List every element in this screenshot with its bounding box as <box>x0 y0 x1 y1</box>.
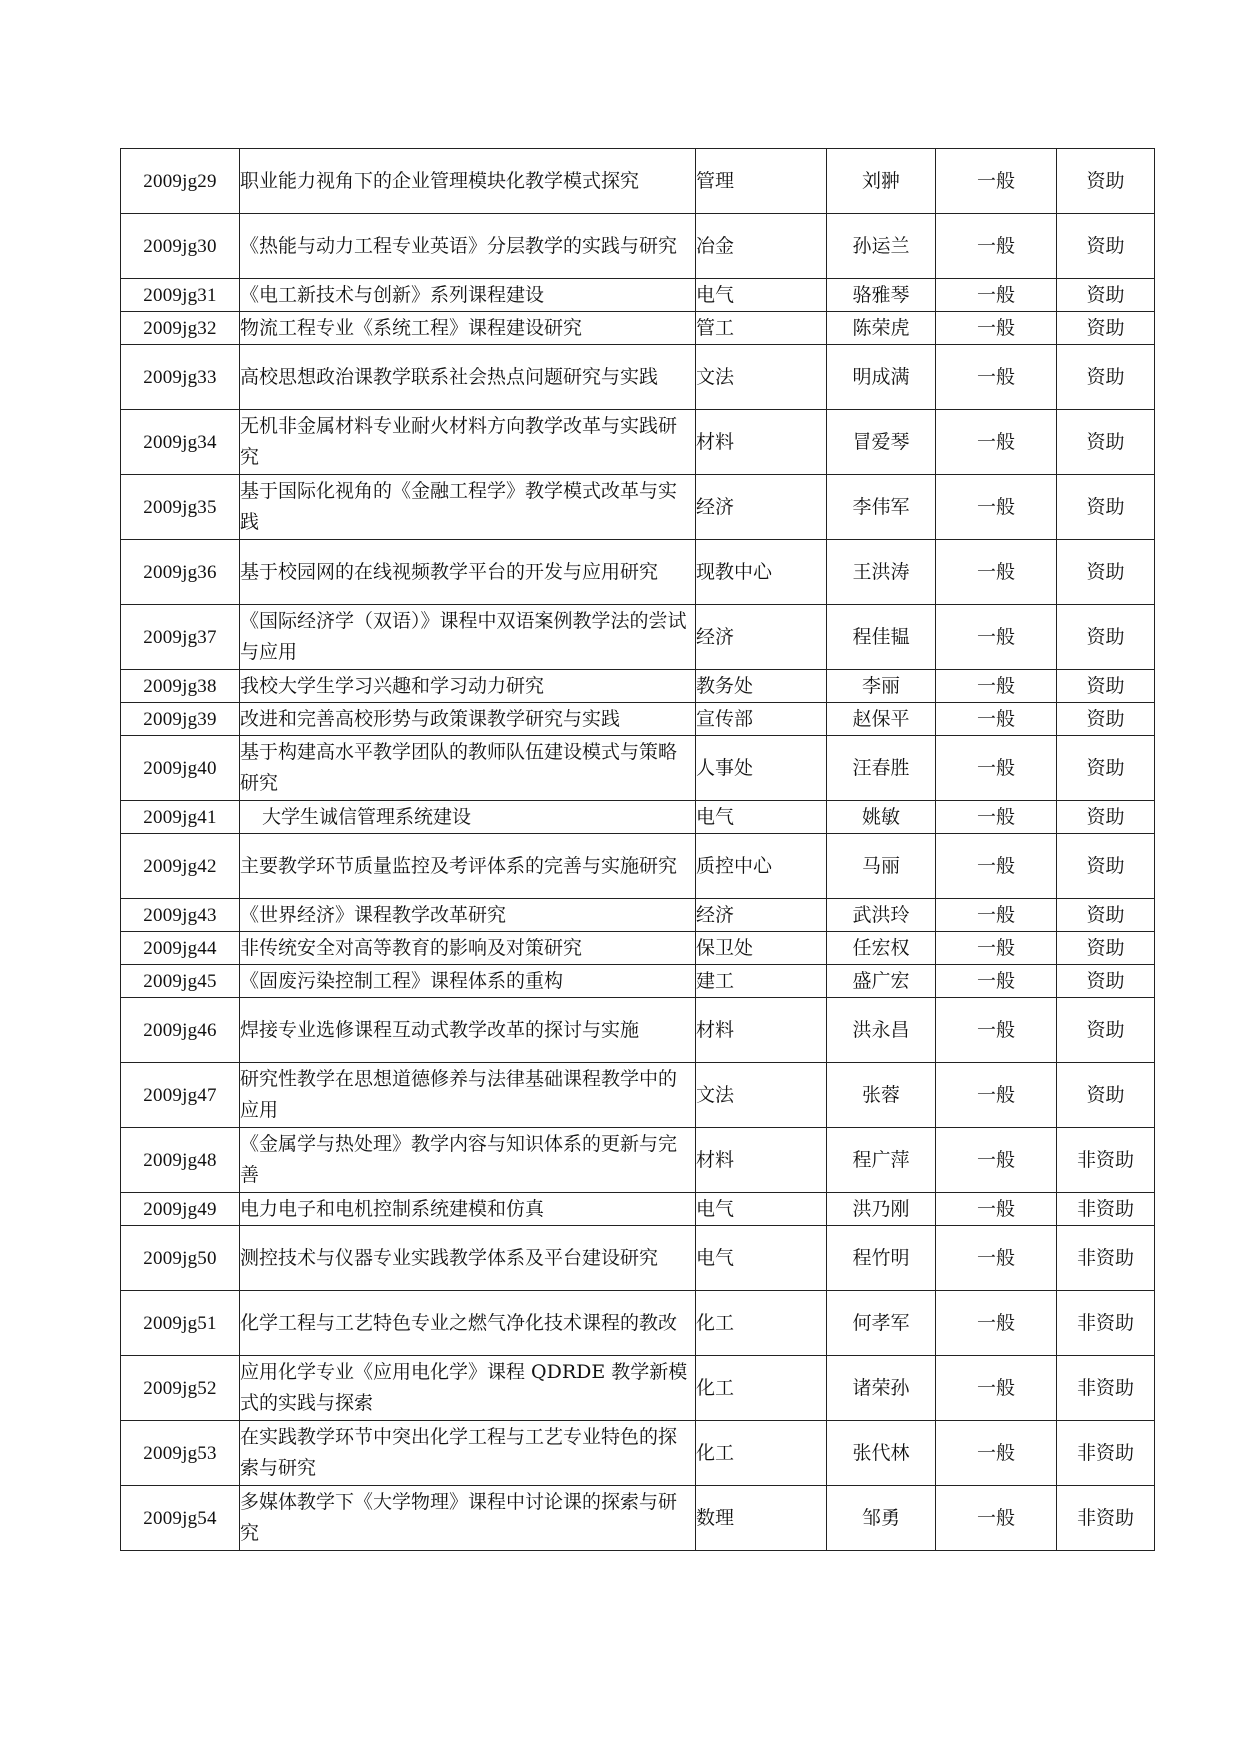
level-cell: 一般 <box>936 899 1057 932</box>
table-row <box>121 899 1155 932</box>
project-id-cell: 2009jg31 <box>121 279 240 312</box>
project-title-cell: 基于国际化视角的《金融工程学》教学模式改革与实践 <box>240 475 696 540</box>
level-cell: 一般 <box>936 670 1057 703</box>
level-cell: 一般 <box>936 345 1057 410</box>
table-row <box>121 801 1155 834</box>
department-cell: 人事处 <box>696 736 827 801</box>
project-id-cell: 2009jg38 <box>121 670 240 703</box>
level-cell: 一般 <box>936 965 1057 998</box>
funding-cell: 资助 <box>1057 345 1155 410</box>
leader-name-cell: 汪春胜 <box>827 736 936 801</box>
table-row <box>121 998 1155 1063</box>
funding-cell: 资助 <box>1057 605 1155 670</box>
project-id-cell: 2009jg30 <box>121 214 240 279</box>
project-title-cell: 《电工新技术与创新》系列课程建设 <box>240 279 696 312</box>
funding-cell: 资助 <box>1057 834 1155 899</box>
project-id-cell: 2009jg43 <box>121 899 240 932</box>
table-row <box>121 1291 1155 1356</box>
table-row <box>121 279 1155 312</box>
funding-cell: 资助 <box>1057 703 1155 736</box>
project-title-cell: 《金属学与热处理》教学内容与知识体系的更新与完善 <box>240 1128 696 1193</box>
leader-name-cell: 武洪玲 <box>827 899 936 932</box>
table-row <box>121 540 1155 605</box>
table-row <box>121 149 1155 214</box>
funding-cell: 资助 <box>1057 1063 1155 1128</box>
project-title-cell: 我校大学生学习兴趣和学习动力研究 <box>240 670 696 703</box>
funding-cell: 非资助 <box>1057 1291 1155 1356</box>
leader-name-cell: 程广萍 <box>827 1128 936 1193</box>
leader-name-cell: 任宏权 <box>827 932 936 965</box>
project-title-cell: 应用化学专业《应用电化学》课程 QDRDE 教学新模式的实践与探索 <box>240 1356 696 1421</box>
leader-name-cell: 张代林 <box>827 1421 936 1486</box>
level-cell: 一般 <box>936 214 1057 279</box>
department-cell: 材料 <box>696 1128 827 1193</box>
funding-cell: 资助 <box>1057 736 1155 801</box>
department-cell: 材料 <box>696 998 827 1063</box>
table-row <box>121 1486 1155 1551</box>
project-id-cell: 2009jg32 <box>121 312 240 345</box>
table-row <box>121 475 1155 540</box>
funding-cell: 资助 <box>1057 932 1155 965</box>
level-cell: 一般 <box>936 998 1057 1063</box>
project-title-cell: 大学生诚信管理系统建设 <box>240 801 696 834</box>
department-cell: 电气 <box>696 279 827 312</box>
project-id-cell: 2009jg34 <box>121 410 240 475</box>
project-table-body <box>121 149 1155 1551</box>
department-cell: 电气 <box>696 801 827 834</box>
project-title-cell: 职业能力视角下的企业管理模块化教学模式探究 <box>240 149 696 214</box>
level-cell: 一般 <box>936 410 1057 475</box>
funding-cell: 资助 <box>1057 998 1155 1063</box>
department-cell: 冶金 <box>696 214 827 279</box>
project-id-cell: 2009jg35 <box>121 475 240 540</box>
project-title-cell: 《世界经济》课程教学改革研究 <box>240 899 696 932</box>
department-cell: 建工 <box>696 965 827 998</box>
project-title-cell: 无机非金属材料专业耐火材料方向教学改革与实践研究 <box>240 410 696 475</box>
department-cell: 管工 <box>696 312 827 345</box>
table-row <box>121 312 1155 345</box>
table-row <box>121 703 1155 736</box>
department-cell: 电气 <box>696 1226 827 1291</box>
department-cell: 经济 <box>696 899 827 932</box>
funding-cell: 资助 <box>1057 965 1155 998</box>
level-cell: 一般 <box>936 703 1057 736</box>
level-cell: 一般 <box>936 1291 1057 1356</box>
level-cell: 一般 <box>936 1063 1057 1128</box>
level-cell: 一般 <box>936 801 1057 834</box>
department-cell: 文法 <box>696 345 827 410</box>
department-cell: 经济 <box>696 475 827 540</box>
level-cell: 一般 <box>936 1226 1057 1291</box>
project-title-cell: 研究性教学在思想道德修养与法律基础课程教学中的应用 <box>240 1063 696 1128</box>
project-title-cell: 基于构建高水平教学团队的教师队伍建设模式与策略研究 <box>240 736 696 801</box>
table-row <box>121 1356 1155 1421</box>
leader-name-cell: 王洪涛 <box>827 540 936 605</box>
level-cell: 一般 <box>936 1356 1057 1421</box>
project-title-cell: 化学工程与工艺特色专业之燃气净化技术课程的教改 <box>240 1291 696 1356</box>
project-id-cell: 2009jg53 <box>121 1421 240 1486</box>
project-table <box>120 148 1155 1551</box>
level-cell: 一般 <box>936 1486 1057 1551</box>
leader-name-cell: 张蓉 <box>827 1063 936 1128</box>
leader-name-cell: 程佳韫 <box>827 605 936 670</box>
funding-cell: 资助 <box>1057 149 1155 214</box>
level-cell: 一般 <box>936 1421 1057 1486</box>
project-id-cell: 2009jg40 <box>121 736 240 801</box>
project-id-cell: 2009jg44 <box>121 932 240 965</box>
level-cell: 一般 <box>936 932 1057 965</box>
project-title-cell: 在实践教学环节中突出化学工程与工艺专业特色的探索与研究 <box>240 1421 696 1486</box>
project-id-cell: 2009jg29 <box>121 149 240 214</box>
funding-cell: 非资助 <box>1057 1356 1155 1421</box>
leader-name-cell: 陈荣虎 <box>827 312 936 345</box>
funding-cell: 非资助 <box>1057 1226 1155 1291</box>
funding-cell: 资助 <box>1057 899 1155 932</box>
table-row <box>121 670 1155 703</box>
leader-name-cell: 刘翀 <box>827 149 936 214</box>
project-title-cell: 非传统安全对高等教育的影响及对策研究 <box>240 932 696 965</box>
project-title-cell: 多媒体教学下《大学物理》课程中讨论课的探索与研究 <box>240 1486 696 1551</box>
project-title-cell: 物流工程专业《系统工程》课程建设研究 <box>240 312 696 345</box>
level-cell: 一般 <box>936 312 1057 345</box>
table-row <box>121 1128 1155 1193</box>
leader-name-cell: 李丽 <box>827 670 936 703</box>
project-id-cell: 2009jg37 <box>121 605 240 670</box>
project-id-cell: 2009jg33 <box>121 345 240 410</box>
funding-cell: 非资助 <box>1057 1486 1155 1551</box>
leader-name-cell: 骆雅琴 <box>827 279 936 312</box>
department-cell: 化工 <box>696 1356 827 1421</box>
project-id-cell: 2009jg41 <box>121 801 240 834</box>
department-cell: 电气 <box>696 1193 827 1226</box>
department-cell: 文法 <box>696 1063 827 1128</box>
level-cell: 一般 <box>936 736 1057 801</box>
department-cell: 保卫处 <box>696 932 827 965</box>
table-row <box>121 410 1155 475</box>
project-id-cell: 2009jg47 <box>121 1063 240 1128</box>
project-id-cell: 2009jg50 <box>121 1226 240 1291</box>
level-cell: 一般 <box>936 834 1057 899</box>
project-title-cell: 电力电子和电机控制系统建模和仿真 <box>240 1193 696 1226</box>
funding-cell: 资助 <box>1057 214 1155 279</box>
leader-name-cell: 冒爱琴 <box>827 410 936 475</box>
leader-name-cell: 赵保平 <box>827 703 936 736</box>
leader-name-cell: 盛广宏 <box>827 965 936 998</box>
department-cell: 化工 <box>696 1291 827 1356</box>
department-cell: 质控中心 <box>696 834 827 899</box>
funding-cell: 非资助 <box>1057 1193 1155 1226</box>
level-cell: 一般 <box>936 149 1057 214</box>
table-row <box>121 1421 1155 1486</box>
project-title-cell: 基于校园网的在线视频教学平台的开发与应用研究 <box>240 540 696 605</box>
table-row <box>121 1226 1155 1291</box>
project-title-cell: 改进和完善高校形势与政策课教学研究与实践 <box>240 703 696 736</box>
department-cell: 数理 <box>696 1486 827 1551</box>
department-cell: 材料 <box>696 410 827 475</box>
leader-name-cell: 马丽 <box>827 834 936 899</box>
project-id-cell: 2009jg54 <box>121 1486 240 1551</box>
leader-name-cell: 明成满 <box>827 345 936 410</box>
table-row <box>121 214 1155 279</box>
project-title-cell: 《固废污染控制工程》课程体系的重构 <box>240 965 696 998</box>
level-cell: 一般 <box>936 475 1057 540</box>
funding-cell: 资助 <box>1057 540 1155 605</box>
level-cell: 一般 <box>936 1193 1057 1226</box>
funding-cell: 资助 <box>1057 312 1155 345</box>
table-row <box>121 736 1155 801</box>
department-cell: 宣传部 <box>696 703 827 736</box>
department-cell: 化工 <box>696 1421 827 1486</box>
leader-name-cell: 洪永昌 <box>827 998 936 1063</box>
project-id-cell: 2009jg52 <box>121 1356 240 1421</box>
project-title-cell: 焊接专业选修课程互动式教学改革的探讨与实施 <box>240 998 696 1063</box>
level-cell: 一般 <box>936 605 1057 670</box>
project-id-cell: 2009jg45 <box>121 965 240 998</box>
project-title-cell: 《热能与动力工程专业英语》分层教学的实践与研究 <box>240 214 696 279</box>
leader-name-cell: 诸荣孙 <box>827 1356 936 1421</box>
leader-name-cell: 程竹明 <box>827 1226 936 1291</box>
table-row <box>121 834 1155 899</box>
project-id-cell: 2009jg48 <box>121 1128 240 1193</box>
department-cell: 现教中心 <box>696 540 827 605</box>
project-title-cell: 高校思想政治课教学联系社会热点问题研究与实践 <box>240 345 696 410</box>
funding-cell: 资助 <box>1057 475 1155 540</box>
leader-name-cell: 孙运兰 <box>827 214 936 279</box>
table-row <box>121 932 1155 965</box>
leader-name-cell: 姚敏 <box>827 801 936 834</box>
project-id-cell: 2009jg46 <box>121 998 240 1063</box>
level-cell: 一般 <box>936 540 1057 605</box>
leader-name-cell: 邹勇 <box>827 1486 936 1551</box>
project-id-cell: 2009jg42 <box>121 834 240 899</box>
department-cell: 管理 <box>696 149 827 214</box>
funding-cell: 非资助 <box>1057 1128 1155 1193</box>
project-title-cell: 《国际经济学（双语）》课程中双语案例教学法的尝试与应用 <box>240 605 696 670</box>
department-cell: 经济 <box>696 605 827 670</box>
funding-cell: 非资助 <box>1057 1421 1155 1486</box>
funding-cell: 资助 <box>1057 801 1155 834</box>
leader-name-cell: 洪乃刚 <box>827 1193 936 1226</box>
table-row <box>121 1063 1155 1128</box>
project-title-cell: 测控技术与仪器专业实践教学体系及平台建设研究 <box>240 1226 696 1291</box>
funding-cell: 资助 <box>1057 670 1155 703</box>
level-cell: 一般 <box>936 279 1057 312</box>
leader-name-cell: 何孝军 <box>827 1291 936 1356</box>
project-id-cell: 2009jg51 <box>121 1291 240 1356</box>
funding-cell: 资助 <box>1057 410 1155 475</box>
table-row <box>121 345 1155 410</box>
level-cell: 一般 <box>936 1128 1057 1193</box>
project-title-cell: 主要教学环节质量监控及考评体系的完善与实施研究 <box>240 834 696 899</box>
project-id-cell: 2009jg39 <box>121 703 240 736</box>
funding-cell: 资助 <box>1057 279 1155 312</box>
table-row <box>121 1193 1155 1226</box>
project-id-cell: 2009jg36 <box>121 540 240 605</box>
project-id-cell: 2009jg49 <box>121 1193 240 1226</box>
table-row <box>121 965 1155 998</box>
leader-name-cell: 李伟军 <box>827 475 936 540</box>
table-row <box>121 605 1155 670</box>
department-cell: 教务处 <box>696 670 827 703</box>
